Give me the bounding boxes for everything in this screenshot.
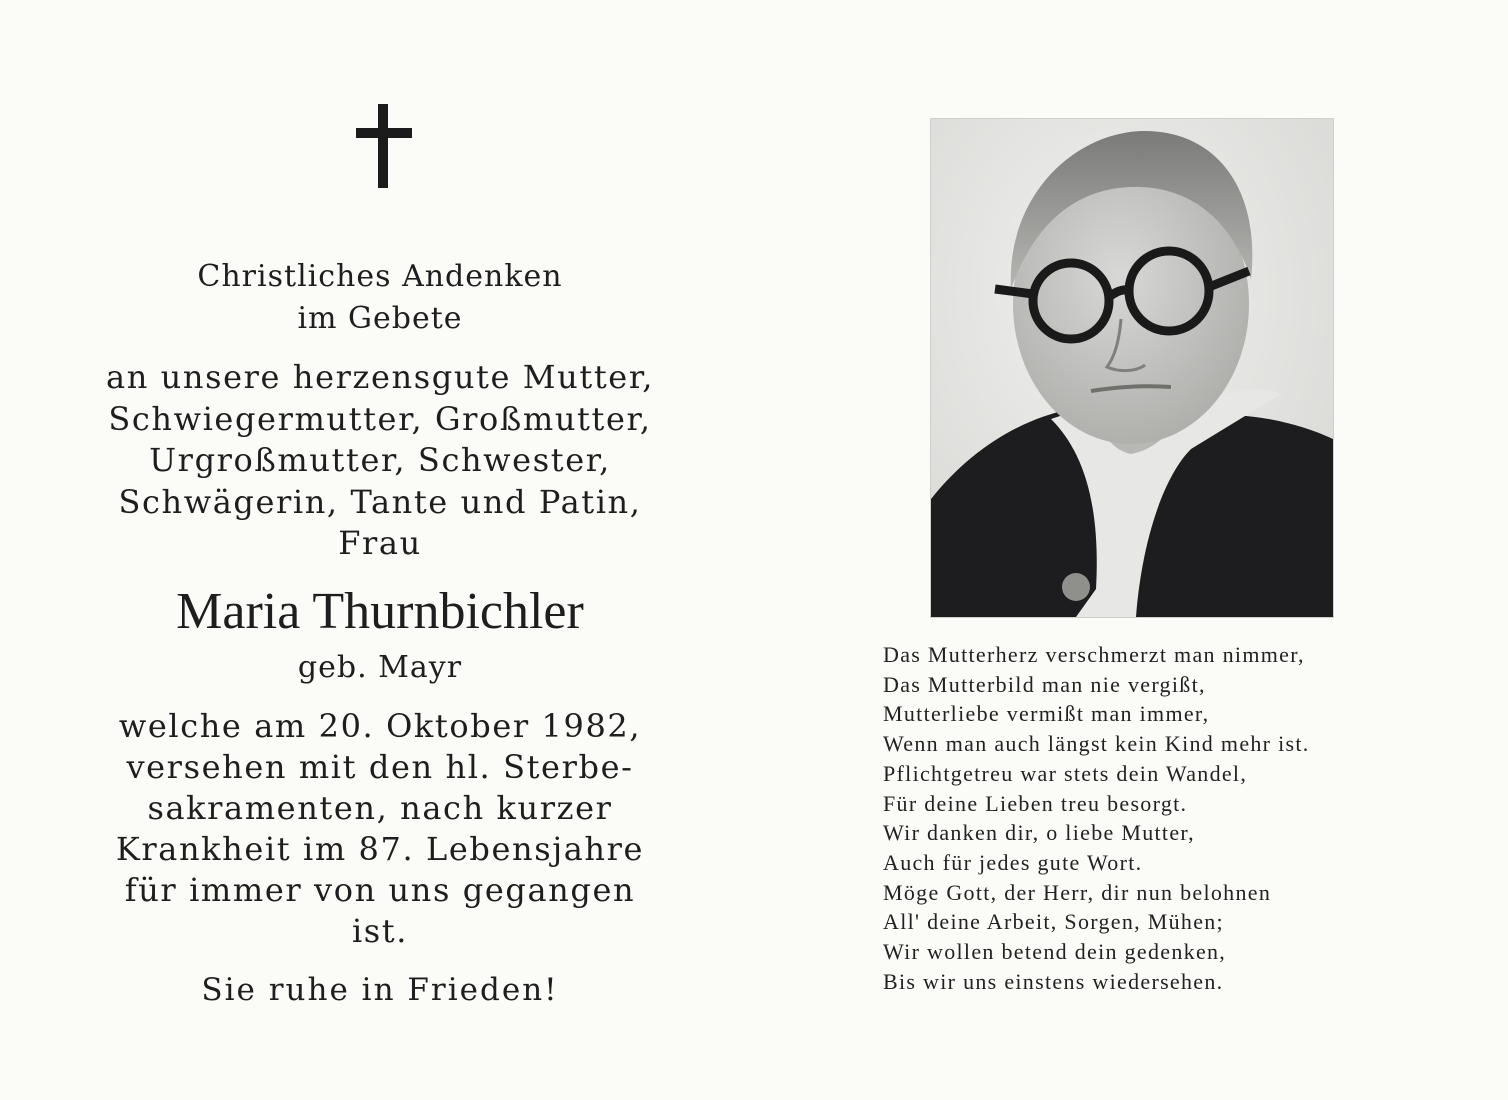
body-line: sakramenten, nach kurzer — [147, 789, 613, 827]
poem-line: Pflichtgetreu war stets dein Wandel, — [883, 760, 1248, 786]
body-line: versehen mit den hl. Sterbe- — [126, 748, 634, 786]
poem-line: Bis wir uns einstens wiedersehen. — [883, 968, 1224, 994]
portrait-photo — [930, 118, 1334, 618]
poem-line: Wir danken dir, o liebe Mutter, — [883, 820, 1195, 846]
intro-line: im Gebete — [297, 301, 463, 336]
poem — [883, 640, 1443, 996]
poem-line: Das Mutterbild man nie vergißt, — [883, 671, 1206, 697]
poem-line: Für deine Lieben treu besorgt. — [883, 790, 1188, 816]
intro-line: Christliches Andenken — [197, 259, 563, 294]
deceased-name: Maria Thurnbichler — [176, 583, 584, 640]
relations-line: Frau — [338, 524, 422, 562]
poem-line: Das Mutterherz verschmerzt man nimmer, — [883, 642, 1305, 667]
relations-line: Schwiegermutter, Großmutter, — [108, 399, 652, 438]
maiden-name: geb. Mayr — [297, 650, 463, 685]
relations-text — [90, 357, 670, 565]
poem-line: Mutterliebe vermißt man immer, — [883, 701, 1210, 727]
poem-line: Auch für jedes gute Wort. — [883, 849, 1143, 875]
cross-icon — [356, 104, 412, 188]
body-line: für immer von uns gegangen — [124, 871, 636, 909]
intro-heading — [90, 256, 670, 340]
body-line: ist. — [351, 912, 409, 950]
relations-line: an unsere herzensgute Mutter, — [106, 358, 654, 396]
closing-phrase: Sie ruhe in Frieden! — [201, 972, 559, 1008]
poem-line: All' deine Arbeit, Sorgen, Mühen; — [883, 909, 1224, 935]
relations-line: Urgroßmutter, Schwester, — [149, 441, 611, 479]
body-line: Krankheit im 87. Lebensjahre — [115, 830, 645, 868]
poem-line: Möge Gott, der Herr, dir nun belohnen — [883, 879, 1272, 905]
relations-line: Schwägerin, Tante und Patin, — [118, 482, 642, 521]
body-line: welche am 20. Oktober 1982, — [118, 707, 642, 745]
poem-line: Wir wollen betend dein gedenken, — [883, 939, 1227, 965]
death-notice-text — [90, 706, 670, 952]
poem-line: Wenn man auch längst kein Kind mehr ist. — [883, 731, 1310, 757]
